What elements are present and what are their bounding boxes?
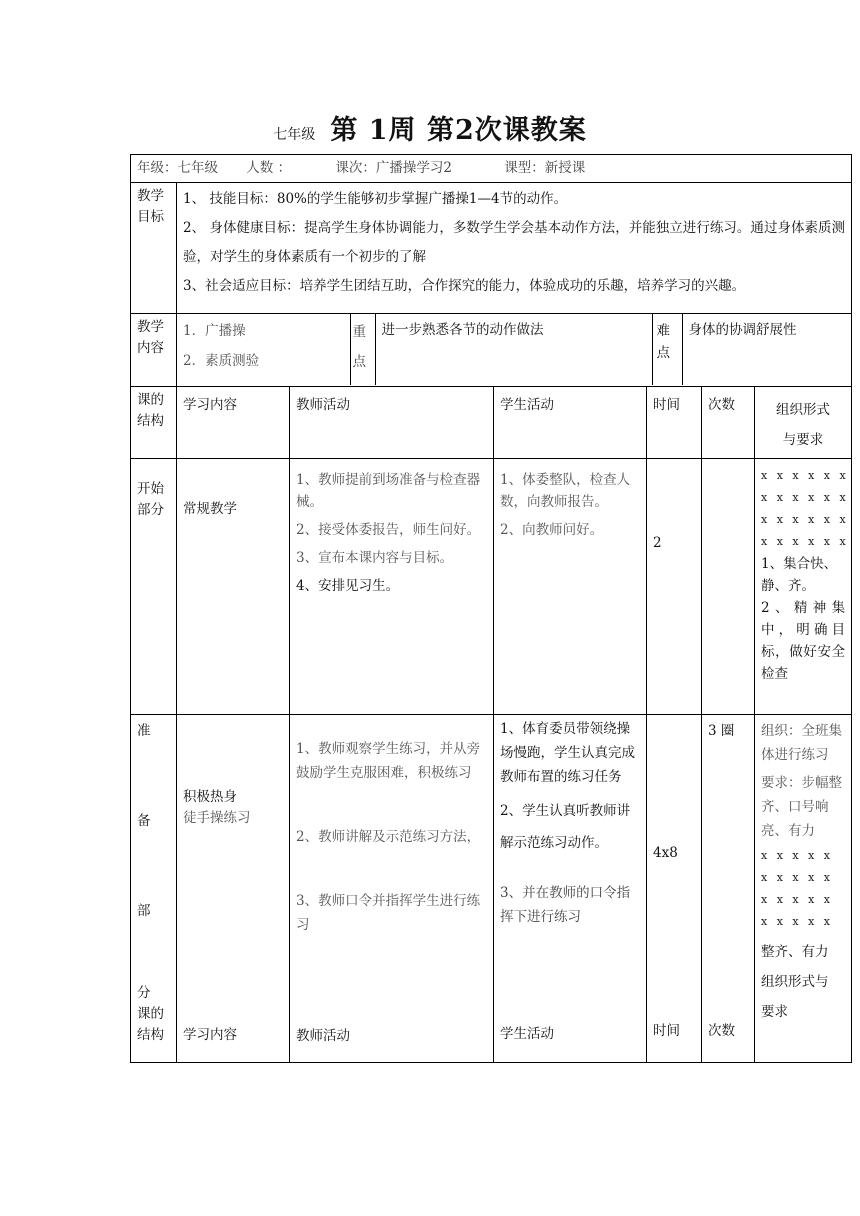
col-org-1: 组织形式 xyxy=(776,402,831,418)
column-header-row xyxy=(131,387,852,459)
start-teacher-2: 2、接受体委报告，师生问好。 xyxy=(296,522,481,538)
prep-label-1: 准 xyxy=(137,723,151,739)
prep-closing: 整齐、有力 xyxy=(761,944,829,960)
page-title xyxy=(0,108,860,147)
start-teacher-3: 3、宣布本课内容与目标。 xyxy=(296,550,454,566)
difficulty-label-1: 难 xyxy=(656,323,670,339)
title-main: 第 1周 第2次课教案 xyxy=(330,115,587,146)
difficulty-text: 身体的协调舒展性 xyxy=(688,322,797,338)
col-time: 时间 xyxy=(653,397,680,413)
start-formation-row-1: x x x x x x xyxy=(761,469,849,482)
repeat-learning: 学习内容 xyxy=(183,1027,237,1043)
content-item-2: 2．素质测验 xyxy=(183,353,260,369)
info-count: 人数 ： xyxy=(246,160,292,176)
prep-teacher-2: 2、教师讲解及示范练习方法， xyxy=(296,829,481,845)
start-req-1: 1、集合快、静、齐。 xyxy=(761,556,838,594)
prep-formation xyxy=(761,845,845,933)
prep-formation-row-2: x x x x x xyxy=(761,871,834,884)
start-time: 2 xyxy=(653,535,662,551)
start-formation-row-4: x x x x x x xyxy=(761,535,849,548)
title-grade: 七年级 xyxy=(273,127,316,143)
content-label-1: 教学 xyxy=(137,319,164,335)
info-lesson: 课次：广播操学习2 xyxy=(335,160,452,176)
content-label-2: 内容 xyxy=(137,340,164,356)
start-learning: 常规教学 xyxy=(183,501,237,517)
prep-label-4: 分 xyxy=(137,985,151,1001)
repeat-structure-2: 结构 xyxy=(137,1027,164,1043)
key-label-1: 重 xyxy=(352,324,366,340)
prep-formation-row-1: x x x x x xyxy=(761,849,834,862)
repeat-times: 次数 xyxy=(708,1023,735,1039)
prep-times: 3 圈 xyxy=(708,723,735,739)
prep-label-3: 部 xyxy=(137,903,151,919)
prep-label-2: 备 xyxy=(137,813,151,829)
prep-formation-row-4: x x x x x xyxy=(761,915,834,928)
col-times: 次数 xyxy=(708,397,735,413)
prep-learning-1: 积极热身 xyxy=(183,789,237,805)
prep-time: 4x8 xyxy=(653,845,678,861)
info-grade: 年级：七年级 xyxy=(137,160,218,176)
repeat-org-2: 要求 xyxy=(761,1004,788,1020)
start-section-row xyxy=(131,459,852,715)
start-formation-row-2: x x x x x x xyxy=(761,491,849,504)
prep-learning-2: 徒手操练习 xyxy=(183,810,251,826)
col-org-2: 与要求 xyxy=(782,432,824,448)
goal-item-1: 1、 技能目标：80%的学生能够初步掌握广播操1—4节的动作。 xyxy=(183,191,568,207)
info-type: 课型：新授课 xyxy=(504,160,586,176)
start-formation-row-3: x x x x x x xyxy=(761,513,849,526)
goal-item-3: 3、社会适应目标：培养学生团结互助，合作探究的能力，体验成功的乐趣，培养学习的兴趣。 xyxy=(183,278,746,294)
start-formation xyxy=(761,465,849,553)
col-structure-1: 课的 xyxy=(137,392,164,408)
col-student: 学生活动 xyxy=(500,397,554,413)
repeat-teacher: 教师活动 xyxy=(296,1028,350,1044)
start-student-1: 1、体委整队，检查人数，向教师报告。 xyxy=(500,472,631,510)
start-teacher-1: 1、教师提前到场准备与检查器械。 xyxy=(296,472,481,510)
goals-label-1: 教学 xyxy=(137,188,164,204)
start-req-2: 2、精神集中，明确目标，做好安全检查 xyxy=(761,600,846,682)
prep-student-1: 1、体育委员带领绕操场慢跑，学生认真完成教师布置的练习任务 xyxy=(500,721,635,785)
col-structure-2: 结构 xyxy=(137,413,164,429)
prep-formation-row-3: x x x x x xyxy=(761,893,834,906)
prep-org-2: 要求：步幅整齐、口号响亮、有力 xyxy=(761,775,842,839)
content-item-1: 1．广播操 xyxy=(183,323,246,339)
start-teacher-4: 4、安排见习生。 xyxy=(296,578,400,594)
prep-org-1: 组织：全班集体进行练习 xyxy=(761,723,842,763)
goals-label-2: 目标 xyxy=(137,209,164,225)
lesson-plan-table xyxy=(130,154,852,1063)
prep-teacher-1: 1、教师观察学生练习，并从旁鼓励学生克服困难，积极练习 xyxy=(296,741,481,781)
content-row xyxy=(131,314,852,387)
start-student-2: 2、向教师问好。 xyxy=(500,522,604,538)
start-label-2: 部分 xyxy=(137,502,164,518)
repeat-time: 时间 xyxy=(653,1023,680,1039)
info-row xyxy=(131,155,852,183)
start-label-1: 开始 xyxy=(137,481,164,497)
goal-item-2: 2、 身体健康目标：提高学生身体协调能力，多数学生学会基本动作方法，并能独立进行练习。通过身体素质测验，对学生的身体素质有一个初步的了解 xyxy=(183,220,846,265)
key-label-2: 点 xyxy=(352,354,366,370)
goals-row xyxy=(131,183,852,314)
col-learning: 学习内容 xyxy=(183,397,237,413)
repeat-student: 学生活动 xyxy=(500,1026,554,1042)
prep-section-row xyxy=(131,715,852,1063)
prep-student-3: 3、并在教师的口令指挥下进行练习 xyxy=(500,885,631,925)
key-text: 进一步熟悉各节的动作做法 xyxy=(381,322,544,338)
prep-student-2: 2、学生认真听教师讲解示范练习动作。 xyxy=(500,803,631,851)
prep-teacher-3: 3、教师口令并指挥学生进行练习 xyxy=(296,893,481,933)
difficulty-label-2: 点 xyxy=(656,345,670,361)
col-teacher: 教师活动 xyxy=(296,397,350,413)
repeat-structure-1: 课的 xyxy=(137,1006,164,1022)
repeat-org-1: 组织形式与 xyxy=(761,974,829,990)
